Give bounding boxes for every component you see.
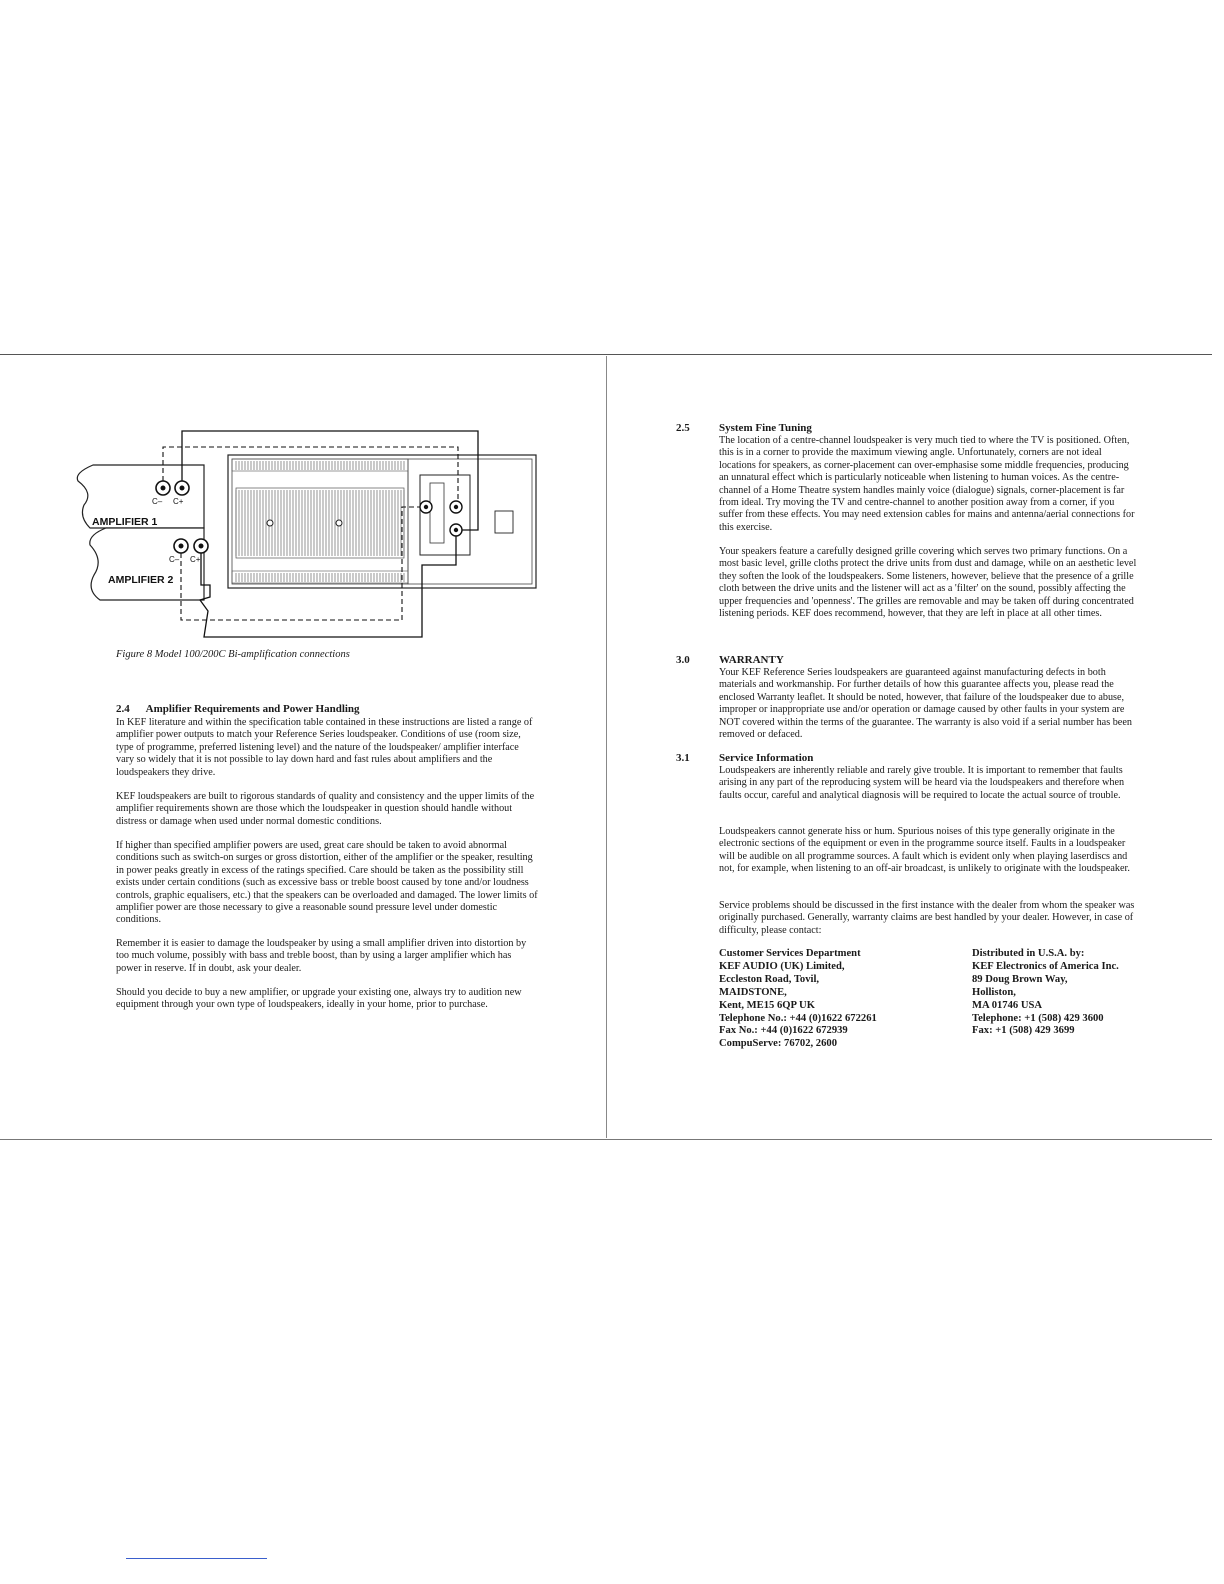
section-3-0-title: WARRANTY <box>719 654 784 666</box>
serial-plate <box>495 511 513 533</box>
amp1-neg-label: C– <box>152 497 163 506</box>
contact-uk-line: MAIDSTONE, <box>719 986 787 998</box>
s31-paragraph-3: Service problems should be discussed in the first instance with the dealer from whom the speaker was originally purchased. Generally, warranty claims are best handled by your dealer. However, in case of difficulty, please contact: <box>719 900 1135 936</box>
contact-uk-line: CompuServe: 76702, 2600 <box>719 1038 837 1050</box>
contact-uk-line: Fax No.: +44 (0)1622 672939 <box>719 1025 848 1037</box>
amp1-pos-label: C+ <box>173 497 184 506</box>
terminal-panel <box>420 475 470 555</box>
amp2-neg-label: C– <box>169 555 180 564</box>
s25-paragraph-1: The location of a centre-channel loudspeaker is very much tied to where the TV is positioned. Often, this is in a corner to provide the maximum viewing angle. Unfortunately, corners are not ideal locations for speakers, as corner-placement can over-emphasise some middle frequencies, producing an unnatural effect which is particularly noticeable when listening to human voices. As the centre-channel of a Home Theatre system handles mainly voice (dialogue) signals, corner-placement is far from ideal. Try moving the TV and centre-channel to another position away from a corner, if you suffer from these effects. You may need extension cables for mains and antenna/aerial connections for this exercise. <box>719 435 1135 533</box>
section-2-4-title: Amplifier Requirements and Power Handling <box>145 703 360 715</box>
section-2-4-heading <box>116 703 360 715</box>
contact-us-line: MA 01746 USA <box>972 999 1043 1011</box>
speaker-cabinet <box>228 455 536 588</box>
section-2-5-number: 2.5 <box>676 422 690 434</box>
s24-paragraph-3: If higher than specified amplifier powers are used, great care should be taken to avoid abnormal conditions such as switch-on surges or gross distortion, either of the amplifier or the speaker, resulting in power peaks greatly in excess of the ratings specified. Care should be taken as the possibility still exists under certain conditions (such as excessive bass or treble boost caused by tone and/or loudness controls, graphic equalisers, etc.) that the speakers can be overloaded and damaged. The lower limits of amplifier power are those necessary to give a reasonable sound pressure level under domestic conditions. <box>116 840 538 926</box>
contact-us-block <box>972 948 1119 1038</box>
bottom-link-underline <box>126 1558 267 1559</box>
section-2-4-number: 2.4 <box>116 703 130 715</box>
bottom-rule <box>0 1139 1212 1140</box>
amplifier-2-label: AMPLIFIER 2 <box>108 574 174 586</box>
contact-us-line: Fax: +1 (508) 429 3699 <box>972 1025 1075 1037</box>
contact-uk-line: Kent, ME15 6QP UK <box>719 999 815 1011</box>
bi-amplification-diagram <box>70 425 540 650</box>
s24-paragraph-4: Remember it is easier to damage the loudspeaker by using a small amplifier driven into distortion by too much volume, possibly with bass and treble boost, than by using a larger amplifier which has power in reserve. If in doubt, ask your dealer. <box>116 938 527 974</box>
contact-uk-line: Telephone No.: +44 (0)1622 672261 <box>719 1012 877 1024</box>
contact-us-line: Telephone: +1 (508) 429 3600 <box>972 1012 1104 1024</box>
contact-uk-block <box>719 948 877 1051</box>
section-2-5-title: System Fine Tuning <box>719 422 812 434</box>
contact-uk-line: KEF AUDIO (UK) Limited, <box>719 960 845 972</box>
contact-uk-line: Eccleston Road, Tovil, <box>719 973 820 985</box>
amplifier-2-body <box>90 528 204 600</box>
section-3-0-number: 3.0 <box>676 654 690 666</box>
contact-us-line: KEF Electronics of America Inc. <box>972 960 1119 972</box>
s31-paragraph-1: Loudspeakers are inherently reliable and rarely give trouble. It is important to remember that faults arising in any part of the reproducing system will be heard via the loudspeakers and therefore when faults occur, careful and analytical diagnosis will be required to locate the actual source of trouble. <box>719 765 1125 801</box>
s24-paragraph-1: In KEF literature and within the specification table contained in these instructions are listed a range of amplifier power outputs to match your Reference Series loudspeaker. Conditions of use (room size, type of programme, preferred listening level) and the nature of the loudspeaker/ amplifier interface vary so widely that it is not possible to lay down hard and fast rules about amplifiers and the loudspeakers they drive. <box>116 717 533 778</box>
s25-paragraph-2: Your speakers feature a carefully designed grille covering which serves two primary functions. On a most basic level, grille cloths protect the drive units from dust and damage, while on an aesthetic level they soften the look of the loudspeakers. Some listeners, however, believe that the presence of a grille cloth between the drive units and the listener will act as a 'filter' on the sound, possibly affecting the upper frequencies and 'openness'. The grilles are removable and may be taken off during concentrated listening periods. KEF does recommend, however, that they are left in place at all other times. <box>719 546 1137 620</box>
amplifier-1-label: AMPLIFIER 1 <box>92 516 158 528</box>
section-3-1-title: Service Information <box>719 752 814 764</box>
amp2-pos-label: C+ <box>190 555 201 564</box>
section-3-1-number: 3.1 <box>676 752 690 764</box>
contact-us-line: 89 Doug Brown Way, <box>972 973 1068 985</box>
contact-us-line: Holliston, <box>972 986 1016 998</box>
s24-paragraph-5: Should you decide to buy a new amplifier, or upgrade your existing one, always try to audition new equipment through your own type of loudspeakers, ideally in your home, prior to purchase. <box>116 987 522 1011</box>
contact-us-line: Distributed in U.S.A. by: <box>972 948 1085 959</box>
s30-paragraph-1: Your KEF Reference Series loudspeakers are guaranteed against manufacturing defects in both materials and workmanship. For further details of how this guarantee affects you, please read the enclosed Warranty leaflet. It should be noted, however, that failure of the loudspeaker due to abuse, improper or inappropriate use and/or operation or damage caused by other faults in your system are NOT covered within the terms of the guarantee. The warranty is also void if a serial number has been removed or defaced. <box>719 667 1132 741</box>
s24-paragraph-2: KEF loudspeakers are built to rigorous standards of quality and consistency and the upper limits of the amplifier requirements shown are those which the loudspeaker in question should handle without distress or damage when used under normal domestic conditions. <box>116 791 535 827</box>
figure-caption: Figure 8 Model 100/200C Bi-amplification connections <box>116 649 350 660</box>
s31-paragraph-2: Loudspeakers cannot generate hiss or hum. Spurious noises of this type generally originate in the electronic sections of the equipment or even in the programme source itself. Faults in a loudspeaker will be audible on all programme sources. A fault which is evident only when playing laserdiscs and not, for example, when listening to an off-air broadcast, is unlikely to originate with the loudspeaker. <box>719 826 1130 875</box>
top-rule <box>0 354 1212 355</box>
contact-uk-line: Customer Services Department <box>719 948 861 959</box>
spine-divider <box>606 356 607 1138</box>
